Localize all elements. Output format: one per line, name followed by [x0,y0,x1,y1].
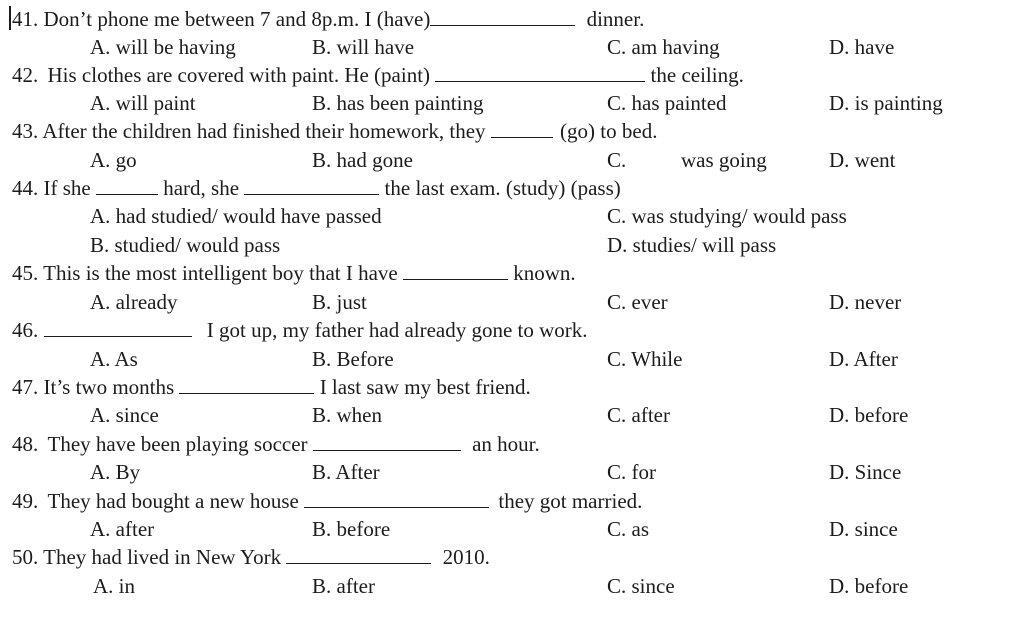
option-b[interactable]: B. just [312,290,367,314]
option-a[interactable]: A. since [90,403,159,427]
question-text: It’s two months [43,375,175,399]
answer-blank[interactable] [435,63,645,82]
answer-blank[interactable] [179,375,314,394]
option-a[interactable]: A. go [90,148,137,172]
question-text: If she [43,176,91,200]
option-c[interactable]: C. for [607,460,656,484]
question-text: dinner. [586,7,645,31]
question-text: They had lived in New York [43,545,282,569]
option-c[interactable]: C. has painted [607,91,727,115]
question-text: I last saw my best friend. [319,375,531,399]
option-c[interactable]: C. after [607,403,670,427]
option-d[interactable]: D. before [829,403,909,427]
option-b[interactable]: B. studied/ would pass [90,233,281,257]
option-d[interactable]: D. After [829,347,898,371]
option-a[interactable]: A. By [90,460,141,484]
options-44-row1 [0,202,1024,230]
option-c[interactable]: C. ever [607,290,668,314]
options-45 [0,288,1024,316]
question-text: hard, she [163,176,240,200]
answer-blank[interactable] [286,545,431,564]
question-text: an hour. [472,432,540,456]
question-number: 44. [12,176,39,200]
text-cursor [9,6,11,30]
question-number: 47. [12,375,39,399]
answer-blank[interactable] [244,176,379,195]
question-number: 45. [12,261,39,285]
answer-blank[interactable] [430,7,575,26]
option-a[interactable]: A. will be having [90,35,236,59]
option-d[interactable]: D. studies/ will pass [607,233,777,257]
question-50 [12,543,490,571]
question-44 [12,174,621,202]
options-46 [0,345,1024,373]
options-48 [0,458,1024,486]
option-c[interactable]: C. was studying/ would pass [607,204,847,228]
question-48 [12,430,540,458]
option-a[interactable]: A. in [93,574,135,598]
answer-blank[interactable] [304,489,489,508]
question-text: the last exam. (study) (pass) [384,176,621,200]
question-text: This is the most intelligent boy that I have [43,261,398,285]
question-43 [12,117,657,145]
options-47 [0,401,1024,429]
option-d[interactable]: D. never [829,290,902,314]
question-text: I got up, my father had already gone to work. [206,318,588,342]
option-b[interactable]: B. After [312,460,380,484]
options-44-row2 [0,231,1024,259]
question-49 [12,487,642,515]
option-b[interactable]: B. when [312,403,382,427]
option-b[interactable]: B. has been painting [312,91,484,115]
question-46 [12,316,588,344]
option-c[interactable]: C. am having [607,35,720,59]
question-47 [12,373,531,401]
option-b[interactable]: B. will have [312,35,415,59]
option-c[interactable]: C. While [607,347,683,371]
question-41 [12,5,644,33]
options-42 [0,89,1024,117]
question-text: They had bought a new house [47,489,299,513]
options-49 [0,515,1024,543]
question-number: 43. [12,119,39,143]
question-text: the ceiling. [650,63,744,87]
question-number: 48. [12,432,39,456]
question-text: They have been playing soccer [47,432,308,456]
option-d[interactable]: D. is painting [829,91,943,115]
question-45 [12,259,576,287]
option-a[interactable]: A. had studied/ would have passed [90,204,382,228]
question-number: 50. [12,545,39,569]
answer-blank[interactable] [491,119,553,138]
option-c[interactable]: C. as [607,517,649,541]
option-d[interactable]: D. have [829,35,895,59]
option-c[interactable]: C. since [607,574,675,598]
options-43 [0,146,1024,174]
question-text: known. [513,261,576,285]
question-text: His clothes are covered with paint. He (paint) [47,63,431,87]
options-50 [0,572,1024,600]
option-a[interactable]: A. already [90,290,178,314]
option-a[interactable]: A. after [90,517,155,541]
option-d[interactable]: D. before [829,574,909,598]
option-d[interactable]: D. Since [829,460,902,484]
question-text: 2010. [442,545,490,569]
option-a[interactable]: A. As [90,347,138,371]
option-b[interactable]: B. Before [312,347,394,371]
question-number: 49. [12,489,39,513]
question-number: 46. [12,318,39,342]
question-text: they got married. [498,489,643,513]
question-text: After the children had finished their homework, they [42,119,486,143]
option-d[interactable]: D. since [829,517,898,541]
option-b[interactable]: B. before [312,517,391,541]
option-d[interactable]: D. went [829,148,896,172]
question-42 [12,61,744,89]
option-c-letter[interactable]: C. [607,148,627,172]
answer-blank[interactable] [313,432,461,451]
answer-blank[interactable] [96,176,158,195]
answer-blank[interactable] [403,261,508,280]
question-text: (go) to bed. [560,119,658,143]
option-b[interactable]: B. had gone [312,148,413,172]
question-text: Don’t phone me between 7 and 8p.m. I (have) [43,7,431,31]
question-number: 42. [12,63,39,87]
question-number: 41. [12,7,39,31]
options-41 [0,33,1024,61]
option-b[interactable]: B. after [312,574,375,598]
option-c-text[interactable]: was going [681,148,767,172]
option-a[interactable]: A. will paint [90,91,196,115]
answer-blank[interactable] [44,318,192,337]
